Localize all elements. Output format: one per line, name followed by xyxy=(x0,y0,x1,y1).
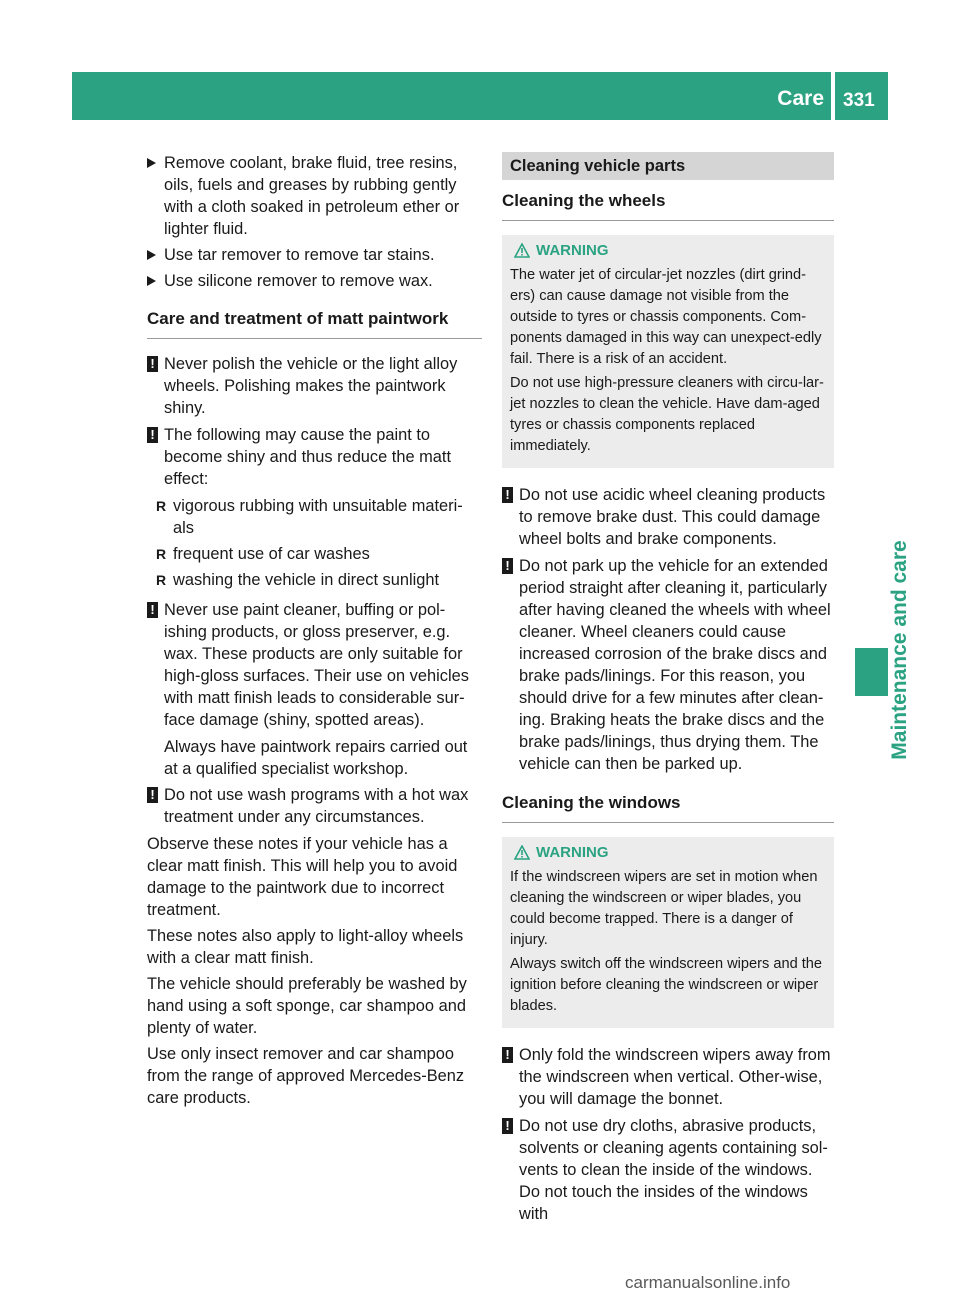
warning-text: The water jet of circular-jet nozzles (dirt grind-ers) can cause damage not visible from the outside to tyres or chassis components. Com-ponents damaged in this way can unexpect-edly fail. There is a risk of an accident. xyxy=(510,267,822,367)
warning-label: WARNING xyxy=(536,242,609,259)
arrow-icon xyxy=(147,158,156,168)
section-title: Cleaning vehicle parts xyxy=(502,152,834,180)
bullet-icon: R xyxy=(156,546,167,562)
exclamation-icon: ! xyxy=(502,558,513,574)
header-section-title: Care xyxy=(777,87,824,110)
paragraph: The vehicle should preferably be washed by hand using a soft sponge, car shampoo and plenty of water. xyxy=(147,975,467,1037)
list-item xyxy=(147,543,482,565)
list-item-text: vigorous rubbing with unsuitable materi-als xyxy=(173,497,463,537)
page-header-band xyxy=(72,72,888,120)
warning-text: Always switch off the windscreen wipers and the ignition before cleaning the windscreen or wiper blades. xyxy=(510,956,823,1014)
notice xyxy=(147,353,482,419)
right-column xyxy=(502,152,834,1230)
step-text: Remove coolant, brake fluid, tree resins, oils, fuels and greases by rubbing gently with a cloth soaked in petroleum ether or lighter fluid. xyxy=(164,154,460,238)
list-item xyxy=(147,495,482,539)
warning-text: Do not use high-pressure cleaners with circu-lar-jet nozzles to clean the vehicle. Have dam-aged tyres or chassis components replaced immediately. xyxy=(510,375,824,454)
list-item-text: washing the vehicle in direct sunlight xyxy=(173,571,440,589)
exclamation-icon: ! xyxy=(147,356,158,372)
notice-text: Never use paint cleaner, buffing or pol-ishing products, or gloss preserver, e.g. wax. These products are only suitable for high-gloss surfaces. Their use on vehicles with matt finish leads to considerable sur-face damage (shiny, spotted areas). xyxy=(164,601,469,729)
exclamation-icon: ! xyxy=(502,1118,513,1134)
instruction-step xyxy=(147,152,482,240)
warning-header xyxy=(510,241,826,261)
list-item xyxy=(147,569,482,591)
side-tab-marker xyxy=(855,648,888,696)
bullet-icon: R xyxy=(156,498,167,514)
side-tab-label: Maintenance and care xyxy=(888,540,911,760)
warning-header xyxy=(510,843,826,863)
notice xyxy=(502,1044,834,1110)
exclamation-icon: ! xyxy=(147,602,158,618)
notice xyxy=(502,555,834,775)
instruction-step xyxy=(147,244,482,266)
matt-paintwork-heading: Care and treatment of matt paintwork xyxy=(147,296,482,339)
windows-heading: Cleaning the windows xyxy=(502,780,834,823)
notice-text: Do not use wash programs with a hot wax treatment under any circumstances. xyxy=(164,786,469,826)
wheels-heading: Cleaning the wheels xyxy=(502,186,834,221)
instruction-step xyxy=(147,270,482,292)
notice xyxy=(502,1115,834,1225)
warning-triangle-icon xyxy=(514,243,530,258)
exclamation-icon: ! xyxy=(147,787,158,803)
notice xyxy=(147,599,482,731)
header-divider xyxy=(831,72,835,120)
warning-triangle-icon xyxy=(514,845,530,860)
page-number: 331 xyxy=(843,90,875,111)
arrow-icon xyxy=(147,250,156,260)
exclamation-icon: ! xyxy=(147,427,158,443)
left-column xyxy=(147,152,482,1113)
notice-text: Do not use acidic wheel cleaning products to remove brake dust. This could damage wheel bolts and brake components. xyxy=(519,486,826,548)
paragraph: Use only insect remover and car shampoo from the range of approved Mercedes-Benz care products. xyxy=(147,1045,465,1107)
notice-text: Do not park up the vehicle for an extended period straight after cleaning it, particularly after having cleaned the wheels with wheel cleaner. Wheel cleaners could cause increased corrosion of the brake discs and brake pads/linings. For this reason, you should drive for a few minutes after clean-ing. Braking heats the brake discs and the brake pads/linings, thus drying them. The vehicle can then be parked up. xyxy=(519,557,831,773)
notice-text: Only fold the windscreen wipers away from the windscreen when vertical. Other-wise, you will damage the bonnet. xyxy=(519,1046,831,1108)
notice xyxy=(147,424,482,490)
exclamation-icon: ! xyxy=(502,1047,513,1063)
exclamation-icon: ! xyxy=(502,487,513,503)
step-text: Use tar remover to remove tar stains. xyxy=(164,246,435,264)
notice xyxy=(147,784,482,828)
notice-extra: Always have paintwork repairs carried out at a qualified specialist workshop. xyxy=(164,738,468,778)
watermark: carmanualsonline.info xyxy=(625,1273,791,1292)
warning-box xyxy=(502,235,834,468)
notice-text: The following may cause the paint to become shiny and thus reduce the matt effect: xyxy=(164,426,452,488)
paragraph: These notes also apply to light-alloy wheels with a clear matt finish. xyxy=(147,927,464,967)
warning-text: If the windscreen wipers are set in motion when cleaning the windscreen or wiper blades, you could become trapped. There is a danger of injury. xyxy=(510,869,818,948)
paragraph: Observe these notes if your vehicle has a clear matt finish. This will help you to avoid damage to the paintwork due to incorrect treatment. xyxy=(147,835,458,919)
step-text: Use silicone remover to remove wax. xyxy=(164,272,433,290)
bullet-icon: R xyxy=(156,572,167,588)
warning-label: WARNING xyxy=(536,844,609,861)
notice-text: Do not use dry cloths, abrasive products, solvents or cleaning agents containing sol-vents to clean the inside of the windows. Do not touch the insides of the windows with xyxy=(519,1117,828,1223)
notice xyxy=(502,484,834,550)
warning-box xyxy=(502,837,834,1028)
arrow-icon xyxy=(147,276,156,286)
list-item-text: frequent use of car washes xyxy=(173,545,370,563)
notice-text: Never polish the vehicle or the light alloy wheels. Polishing makes the paintwork shiny. xyxy=(164,355,458,417)
